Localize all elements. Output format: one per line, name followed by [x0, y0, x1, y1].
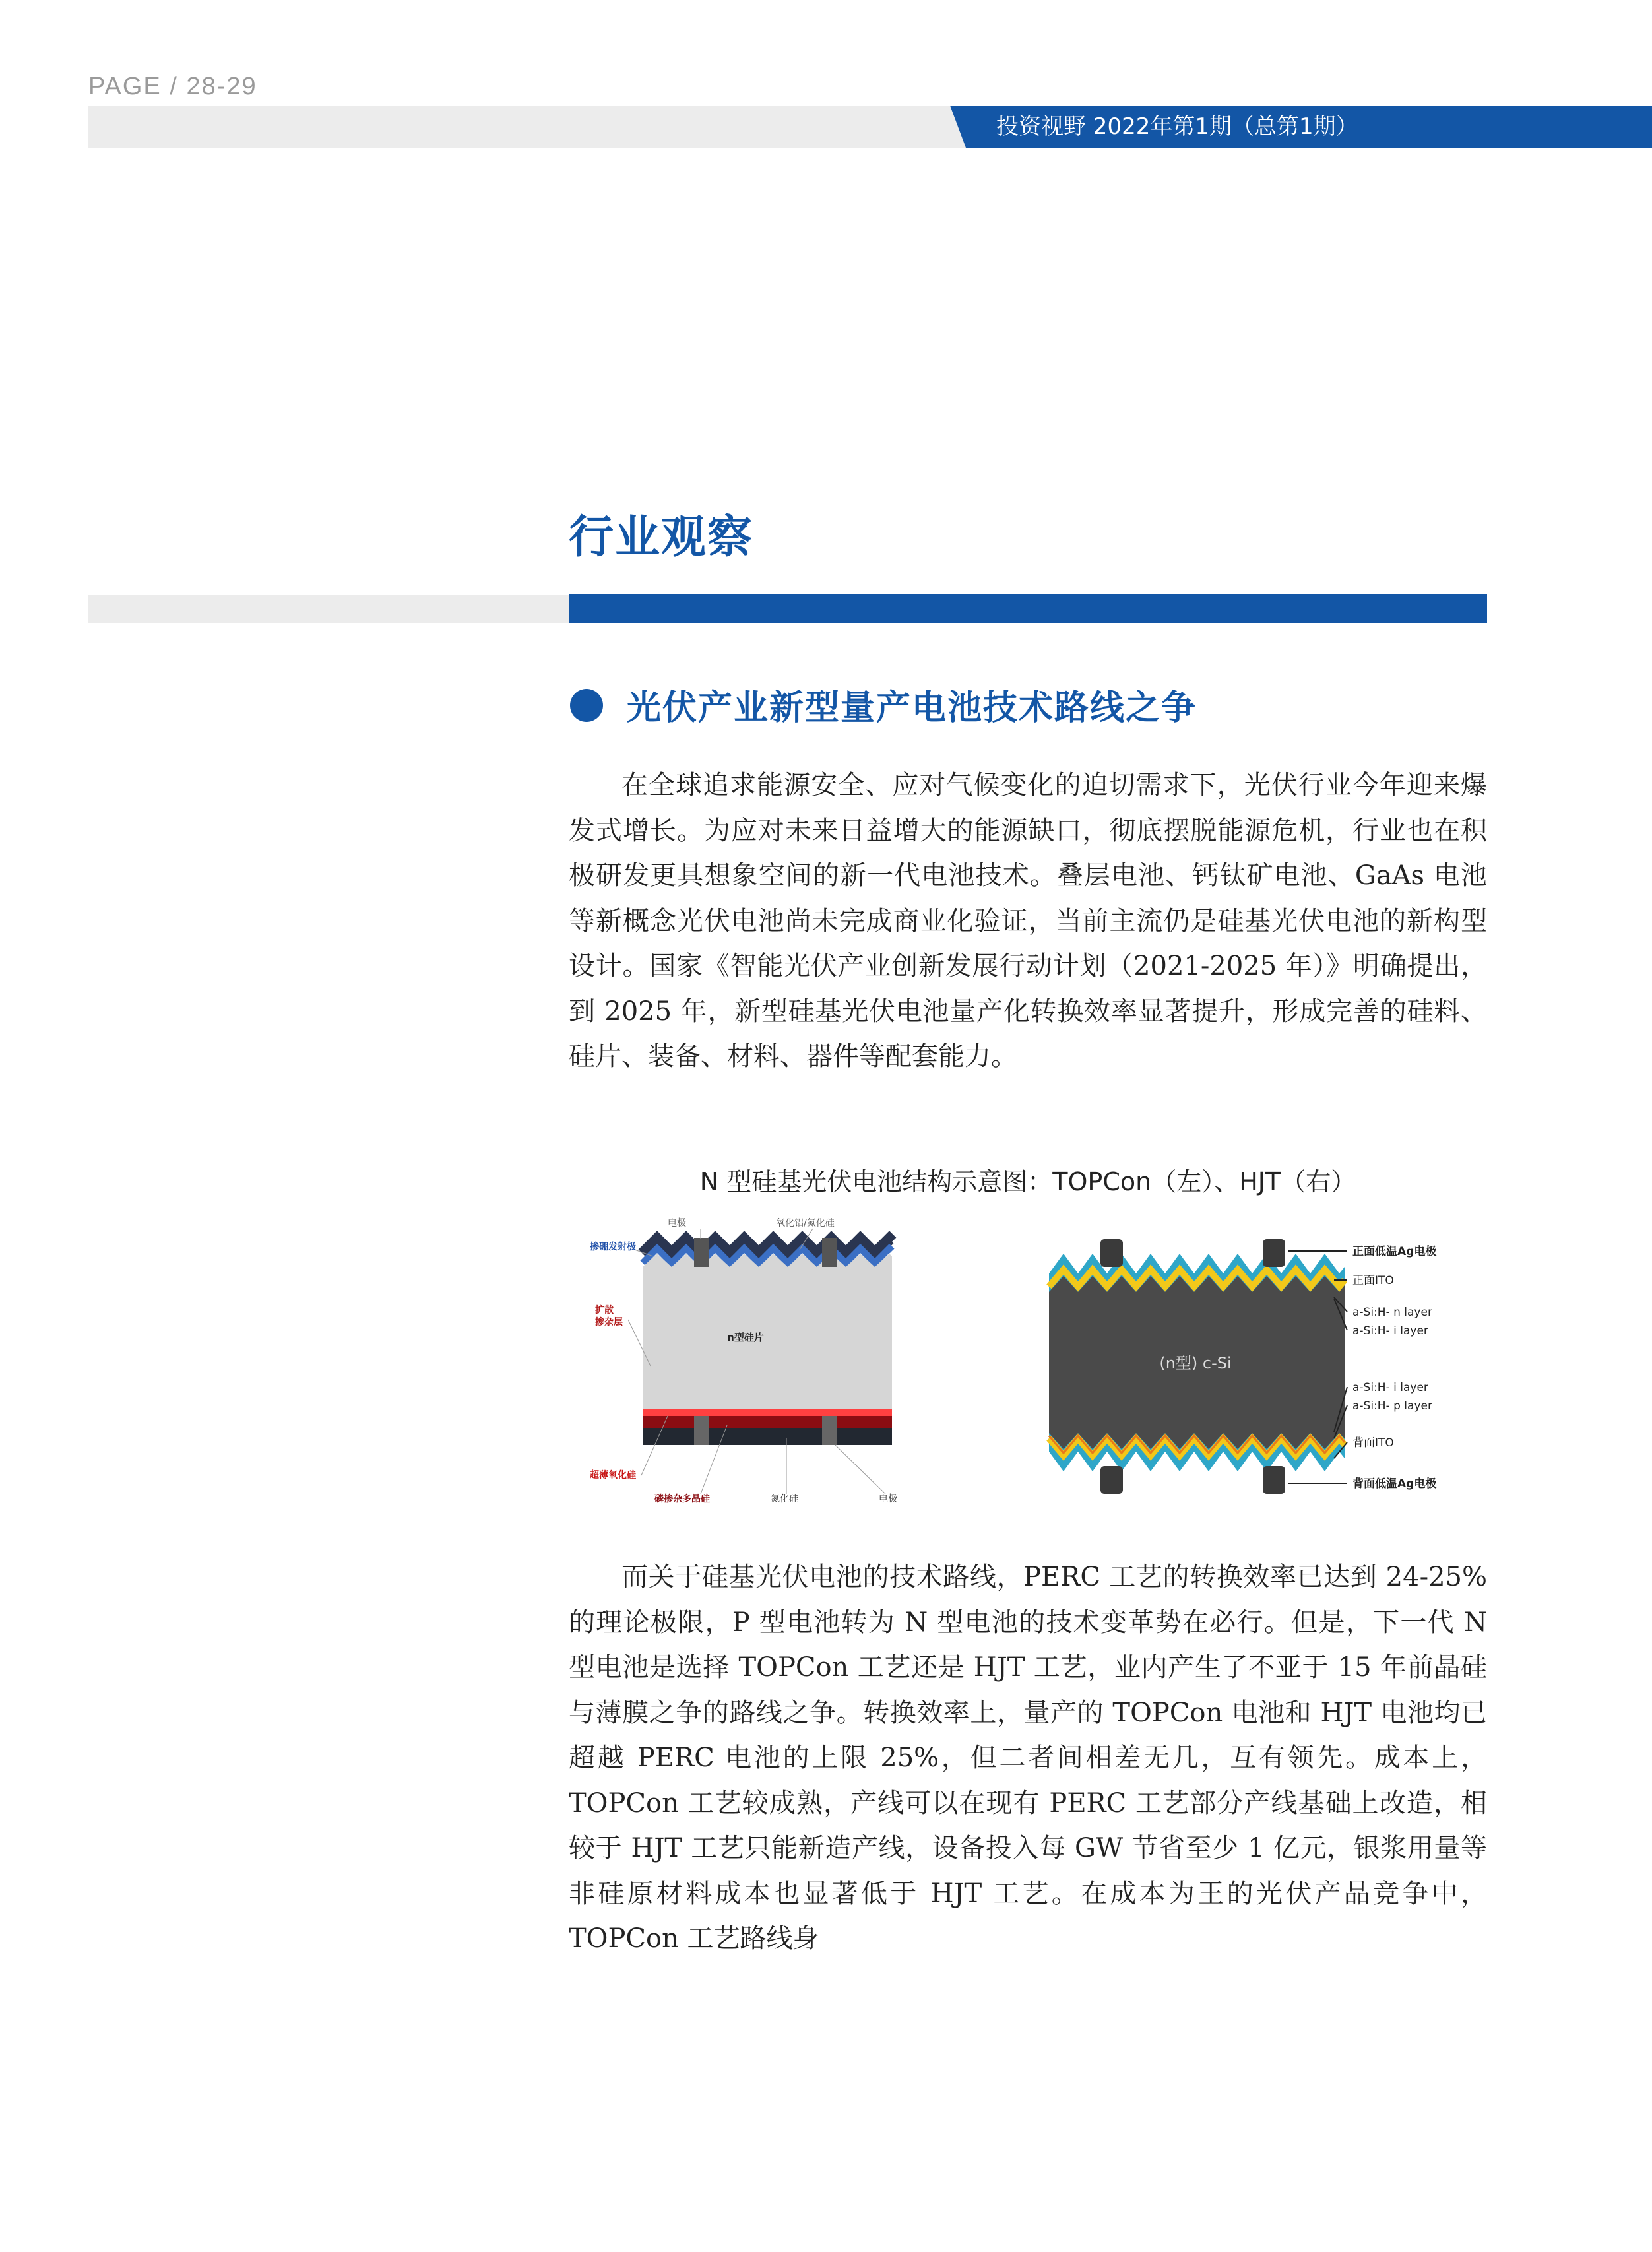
topcon-label-doped-layer: 掺杂层	[595, 1317, 623, 1328]
topcon-label-n-wafer: n型硅片	[727, 1332, 764, 1343]
topcon-label-diffusion: 扩散	[595, 1305, 614, 1316]
hjt-label-front-ito: 正面ITO	[1352, 1274, 1394, 1287]
topcon-top-electrode-right	[822, 1238, 837, 1267]
topcon-label-electrode-bottom: 电极	[879, 1494, 897, 1504]
hjt-label-i-layer-top: a-Si:H- i layer	[1352, 1324, 1428, 1337]
hjt-diagram	[1049, 1239, 1436, 1494]
topcon-label-electrode-top: 电极	[668, 1218, 686, 1229]
topcon-label-phos-poly: 磷掺杂多晶硅	[654, 1494, 710, 1504]
hjt-front-electrode-right	[1263, 1239, 1285, 1267]
topcon-ultrathin-oxide-layer	[643, 1409, 892, 1416]
section-grey-bar	[88, 595, 577, 623]
hjt-label-front-ag: 正面低温Ag电极	[1352, 1245, 1437, 1258]
section-title: 行业观察	[569, 511, 754, 563]
topcon-bottom-electrode-left	[694, 1416, 709, 1445]
topcon-sinx-bottom-layer	[643, 1428, 892, 1445]
topcon-phos-poly-layer	[643, 1416, 892, 1428]
paragraph-intro: 在全球追求能源安全、应对气候变化的迫切需求下，光伏行业今年迎来爆发式增长。为应对未来日益增大的能源缺口，彻底摆脱能源危机，行业也在积极研发更具想象空间的新一代电池技术。叠层电池、钙钛矿电池、GaAs 电池等新概念光伏电池尚未完成商业化验证，当前主流仍是硅基光伏电池的新构型设计。国家《智能光伏产业创新发展行动计划（2021-2025 年）》明确提出，到 2025 年，新型硅基光伏电池量产化转换效率显著提升，形成完善的硅料、硅片、装备、材料、器件等配套能力。	[569, 770, 1487, 1072]
header-grey-bar	[88, 106, 972, 148]
page-number: PAGE / 28-29	[88, 73, 257, 100]
magazine-issue: 投资视野 2022年第1期（总第1期）	[996, 113, 1358, 140]
hjt-label-back-ag: 背面低温Ag电极	[1352, 1477, 1437, 1491]
topcon-label-ultrathin-oxide: 超薄氧化硅	[590, 1470, 636, 1481]
topcon-bottom-electrode-right	[822, 1416, 837, 1445]
paragraph-technology-route: 而关于硅基光伏电池的技术路线，PERC 工艺的转换效率已达到 24-25% 的理论极限，P 型电池转为 N 型电池的技术变革势在必行。但是，下一代 N 型电池是选择 TOPCon 工艺还是 HJT 工艺，业内产生了不亚于 15 年前晶硅与薄膜之争的路线之争。转换效率上，量产的 TOPCon 电池和 HJT 电池均已超越 PERC 电池的上限 25%，但二者间相差无几，互有领先。成本上，TOPCon 工艺较成熟，产线可以在现有 PERC 工艺部分产线基础上改造，相较于 HJT 工艺只能新造产线，设备投入每 GW 节省至少 1 亿元，银浆用量等非硅原材料成本也显著低于 HJT 工艺。在成本为王的光伏产品竞争中，TOPCon 工艺路线身	[569, 1562, 1487, 1954]
section-blue-bar	[569, 594, 1487, 623]
bullet-dot-icon	[570, 689, 603, 722]
hjt-label-p-layer: a-Si:H- p layer	[1352, 1399, 1432, 1413]
hjt-label-back-ito: 背面ITO	[1352, 1436, 1394, 1450]
solar-cell-structure-figure	[569, 1214, 1487, 1518]
topcon-label-sinx: 氮化硅	[771, 1494, 798, 1504]
hjt-label-i-layer-bottom: a-Si:H- i layer	[1352, 1381, 1428, 1394]
article-title: 光伏产业新型量产电池技术路线之争	[627, 688, 1197, 728]
hjt-front-electrode-left	[1100, 1239, 1123, 1267]
hjt-back-electrode-right	[1263, 1466, 1285, 1494]
figure-caption: N 型硅基光伏电池结构示意图：TOPCon（左）、HJT（右）	[699, 1167, 1356, 1196]
hjt-back-electrode-left	[1100, 1466, 1123, 1494]
hjt-label-core: (n型) c-Si	[1159, 1354, 1232, 1372]
topcon-label-alox: 氧化铝/氮化硅	[776, 1218, 835, 1229]
hjt-label-n-layer: a-Si:H- n layer	[1352, 1306, 1432, 1319]
topcon-top-electrode-left	[694, 1238, 709, 1267]
topcon-label-boron-emitter: 掺硼发射极	[590, 1242, 636, 1252]
topcon-diagram	[590, 1217, 897, 1504]
